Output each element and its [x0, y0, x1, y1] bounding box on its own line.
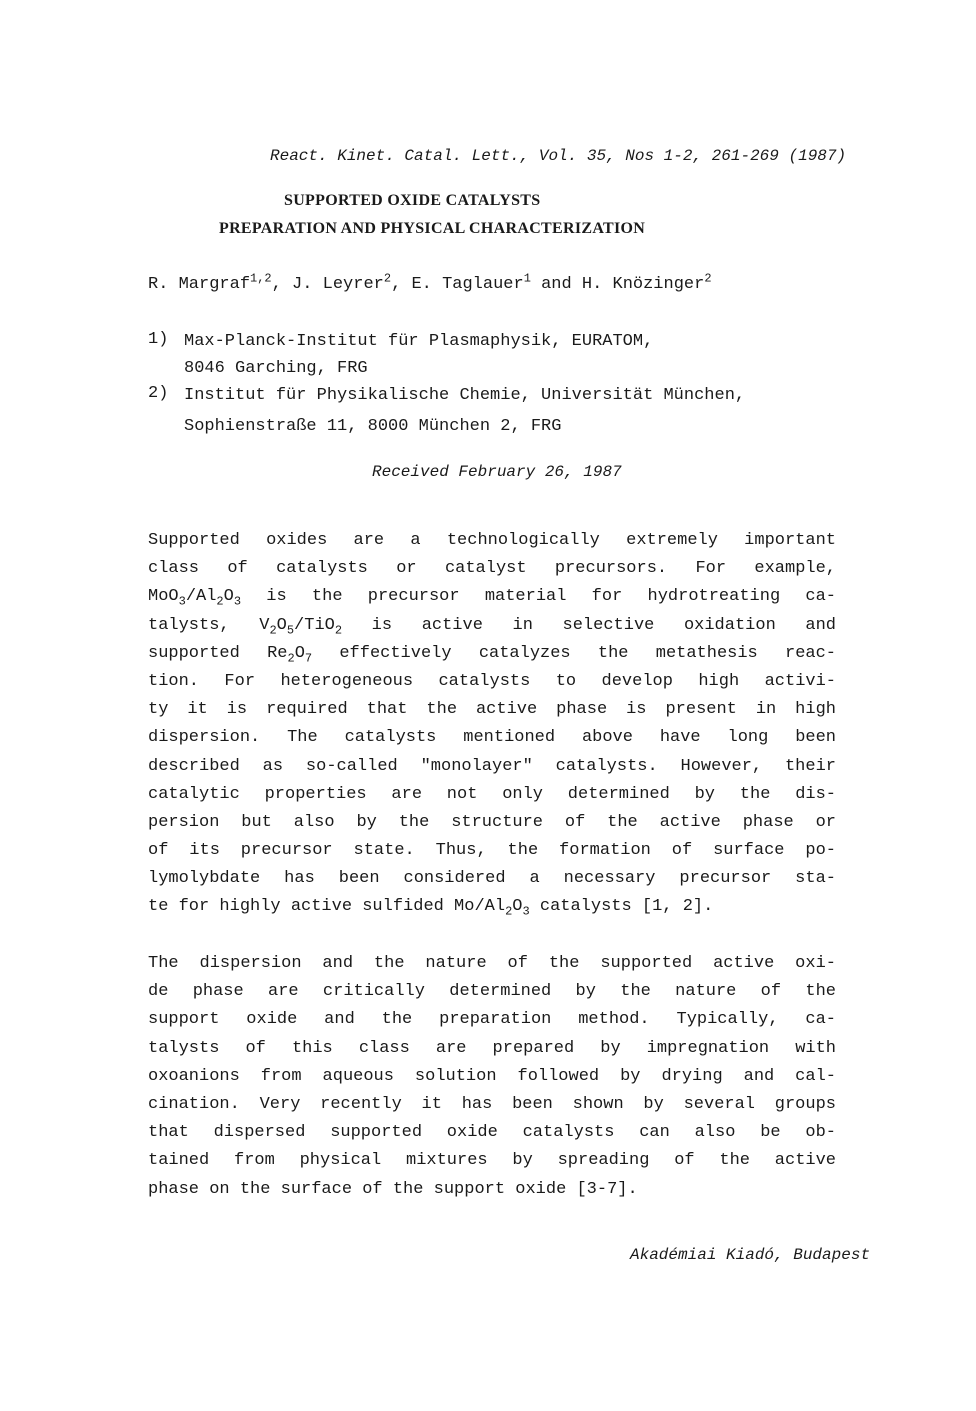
- author-knozinger: and H. Knözinger: [530, 275, 705, 294]
- affiliation-1-line-2: 8046 Garching, FRG: [184, 359, 368, 378]
- p1-line-last: te for highly active sulfided $Mo/Al_2O_3$ catalysts [1, 2].: [148, 897, 714, 919]
- p2-line: oxoanions from aqueous solution followed by drying and cal-: [148, 1066, 836, 1086]
- author-knozinger-affil: 2: [704, 271, 712, 286]
- p1-line: of its precursor state. Thus, the formation of surface po-: [148, 841, 836, 861]
- p2-line: talysts of this class are prepared by impregnation with: [148, 1038, 836, 1058]
- journal-citation: React. Kinet. Catal. Lett., Vol. 35, Nos 1-2, 261-269 (1987): [270, 147, 847, 165]
- p1-line-moo3: $MoO_3/Al_2O_3$ is the precursor material for hydrotreating ca-: [148, 587, 836, 609]
- p1-line: described as so-called "monolayer" catalysts. However, their: [148, 756, 836, 776]
- p1-line: tion. For heterogeneous catalysts to develop high activi-: [148, 671, 836, 691]
- p1-line: persion but also by the structure of the active phase or: [148, 812, 836, 832]
- author-taglauer-affil: 1: [523, 271, 531, 286]
- publisher-footer: Akadémiai Kiadó, Budapest: [630, 1246, 871, 1264]
- p1-line: catalytic properties are not only determined by the dis-: [148, 784, 836, 804]
- paragraph-1: [148, 527, 836, 922]
- author-margraf: R. Margraf: [148, 275, 251, 294]
- p2-line: cination. Very recently it has been shown by several groups: [148, 1094, 836, 1114]
- affiliation-2-line-2: Sophienstraße 11, 8000 München 2, FRG: [184, 417, 562, 436]
- p2-line: that dispersed supported oxide catalysts can also be ob-: [148, 1123, 836, 1143]
- p2-line-last: phase on the surface of the support oxide [3-7].: [148, 1179, 638, 1199]
- p1-line: ty it is required that the active phase is present in high: [148, 700, 836, 720]
- author-margraf-affil: 1,2: [250, 271, 272, 286]
- affiliation-2-line-1: Institut für Physikalische Chemie, Universität München,: [184, 386, 746, 405]
- p1-line-re2o7: supported $Re_2O_7$ effectively catalyzes the metathesis reac-: [148, 643, 837, 666]
- p1-line: dispersion. The catalysts mentioned above have long been: [148, 728, 836, 748]
- p2-line: de phase are critically determined by the nature of the: [148, 982, 836, 1002]
- p1-line-v2o5: talysts, $V_2O_5/TiO_2$ is active in selective oxidation and: [148, 615, 836, 637]
- received-date: Received February 26, 1987: [372, 463, 622, 481]
- affiliation-1-line-1: Max-Planck-Institut für Plasmaphysik, EURATOM,: [184, 332, 654, 351]
- author-leyrer: , J. Leyrer: [271, 275, 384, 294]
- authors: [148, 271, 712, 294]
- affiliation-1-marker: 1): [148, 330, 169, 349]
- p1-line: class of catalysts or catalyst precursors. For example,: [148, 559, 836, 579]
- author-leyrer-affil: 2: [383, 271, 392, 286]
- author-taglauer: , E. Taglauer: [391, 275, 524, 294]
- title-line-1: SUPPORTED OXIDE CATALYSTS: [284, 192, 541, 209]
- p2-line: tained from physical mixtures by spreading of the active: [148, 1151, 836, 1171]
- p2-line: The dispersion and the nature of the supported active oxi-: [148, 954, 836, 973]
- paragraph-2: [148, 950, 836, 1204]
- p1-line: lymolybdate has been considered a necessary precursor sta-: [148, 869, 836, 889]
- title-line-2: PREPARATION AND PHYSICAL CHARACTERIZATION: [219, 220, 646, 237]
- affiliation-2-marker: 2): [148, 384, 169, 403]
- p1-line: Supported oxides are a technologically extremely important: [148, 531, 836, 550]
- p2-line: support oxide and the preparation method. Typically, ca-: [148, 1010, 836, 1030]
